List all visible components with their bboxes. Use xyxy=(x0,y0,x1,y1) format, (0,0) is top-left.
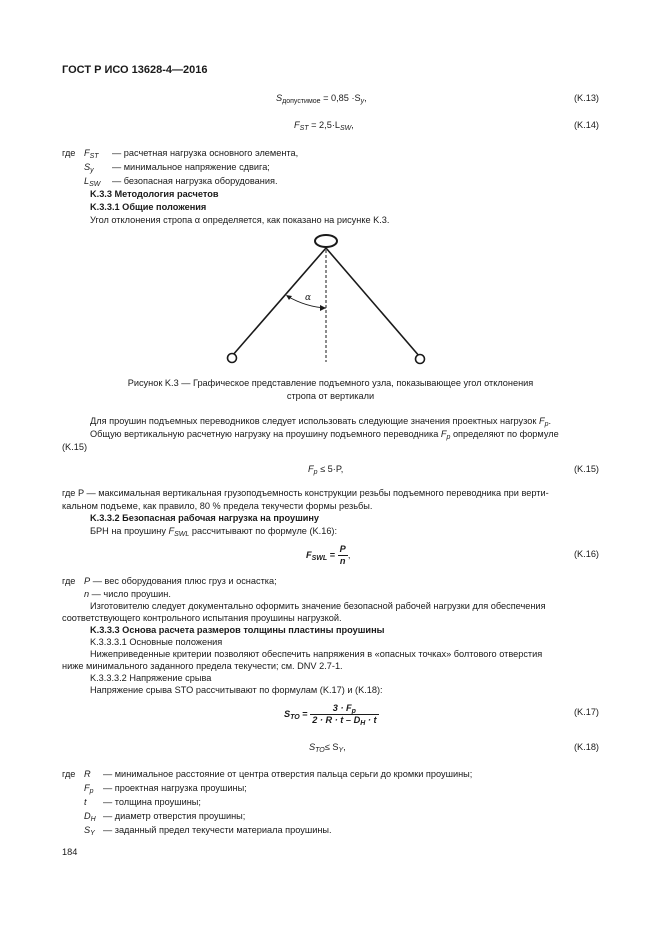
section-heading-k3332: K.3.3.3.2 Напряжение срыва xyxy=(90,673,212,683)
paragraph-documentation-line1: Изготовителю следует документально оформить значение безопасной рабочей нагрузки для обеспечения xyxy=(90,601,546,611)
equation-number-k17: (K.17) xyxy=(573,707,599,717)
def-text: — безопасная нагрузка оборудования. xyxy=(112,176,278,186)
def-text: — расчетная нагрузка основного элемента, xyxy=(112,148,299,158)
def-p-line2: кальном подъеме, как правило, 80 % предела текучести формы резьбы. xyxy=(62,501,373,511)
def-symbol: $S_y$ xyxy=(84,162,94,174)
def-symbol: $D_H$ xyxy=(84,811,96,823)
where-label: где xyxy=(62,769,76,779)
section-heading-k332: K.3.3.2 Безопасная рабочая нагрузка на проушину xyxy=(90,513,320,523)
paragraph-documentation-line2: соответствующего контрольного испытания проушины нагрузкой. xyxy=(62,613,342,623)
angle-label: α xyxy=(305,293,312,303)
equation-number-k18: (K.18) xyxy=(573,742,599,752)
section-heading-k33: K.3.3 Методология расчетов xyxy=(90,189,219,199)
def-symbol: $S_Y$ xyxy=(84,825,95,837)
def-text: — толщина проушины; xyxy=(103,797,201,807)
def-text: — минимальное напряжение сдвига; xyxy=(112,162,270,172)
def-symbol: R xyxy=(84,769,91,779)
paragraph-vertical-load-ref: (K.15) xyxy=(62,442,88,452)
section-heading-k3331: K.3.3.3.1 Основные положения xyxy=(90,637,223,647)
def-item: n — число проушин. xyxy=(84,589,171,599)
page-number: 184 xyxy=(62,847,78,857)
figure-caption-line2: стропа от вертикали xyxy=(286,391,375,401)
def-text: — проектная нагрузка проушины; xyxy=(103,783,247,793)
figure-caption-line1: Рисунок K.3 — Графическое представление подъемного узла, показывающее угол отклонения xyxy=(127,378,534,388)
def-symbol: t xyxy=(84,797,87,807)
paragraph-criteria-line2: ниже минимального заданного предела текучести; см. DNV 2.7-1. xyxy=(62,661,343,671)
paragraph-sto: Напряжение срыва STO рассчитывают по формулам (K.17) и (K.18): xyxy=(90,685,383,695)
angle-arrow-right xyxy=(320,305,326,311)
paragraph-design-loads: Для проушин подъемных переводников следует использовать следующие значения проектных нагрузок $F_p$. xyxy=(90,416,552,428)
document-header: ГОСТ Р ИСО 13628-4—2016 xyxy=(62,64,208,76)
where-label: где xyxy=(62,148,76,158)
equation-number-k16: (K.16) xyxy=(573,549,599,559)
def-p-line1: где P — максимальная вертикальная грузоподъемность конструкции резьбы подъемного переводника при верти- xyxy=(62,488,549,498)
section-heading-k331: K.3.3.1 Общие положения xyxy=(90,202,207,212)
formula-k15: $F_p \le 5\cdot P$, xyxy=(308,464,344,476)
formula-k17: $S_{TO}$ = $\frac{3 \cdot F_p}{2 \cdot R \cdot t - D_H \cdot t}$ xyxy=(284,703,377,728)
formula-k13: $S_{допустимое} = 0,85 \cdot S_y$, xyxy=(276,93,367,105)
paragraph-brn: БРН на проушину $F_{SWL}$ рассчитывают по формуле (K.16): xyxy=(90,526,338,538)
formula-k14: $F_{ST} = 2,5\cdot L_{SW}$, xyxy=(294,120,354,132)
def-symbol: $L_{SW}$ xyxy=(84,176,101,188)
equation-number-k14: (K.14) xyxy=(573,120,599,130)
def-text: — диаметр отверстия проушины; xyxy=(103,811,246,821)
right-attachment-point xyxy=(416,355,425,364)
equation-number-k13: (K.13) xyxy=(573,93,599,103)
sling-left-leg xyxy=(232,248,326,356)
def-symbol: $F_{ST}$ xyxy=(84,148,99,160)
equation-number-k15: (K.15) xyxy=(573,464,599,474)
formula-k16: $F_{SWL}$ = $\frac{P}{n}$ , xyxy=(306,544,351,567)
def-text: — заданный предел текучести материала проушины. xyxy=(103,825,332,835)
sling-right-leg xyxy=(326,248,420,357)
formula-k18: $S_{TO}\le S_Y$, xyxy=(309,742,346,754)
def-text: — минимальное расстояние от центра отверстия пальца серьги до кромки проушины; xyxy=(103,769,473,779)
angle-arrow-left xyxy=(286,295,292,300)
paragraph-vertical-load: Общую вертикальную расчетную нагрузку на проушину подъемного переводника $F_p$ определяют по формуле xyxy=(90,429,559,441)
paragraph-criteria-line1: Нижеприведенные критерии позволяют обеспечить напряжения в «опасных точках» болтового отверстия xyxy=(90,649,543,659)
where-label: где xyxy=(62,576,76,586)
def-item: P — вес оборудования плюс груз и оснастка; xyxy=(84,576,277,586)
left-attachment-point xyxy=(228,354,237,363)
section-heading-k333: K.3.3.3 Основа расчета размеров толщины пластины проушины xyxy=(90,625,385,635)
def-symbol: $F_p$ xyxy=(84,783,94,795)
lifting-eye-ring xyxy=(315,235,337,247)
paragraph-angle: Угол отклонения стропа α определяется, как показано на рисунке K.3. xyxy=(90,215,390,225)
